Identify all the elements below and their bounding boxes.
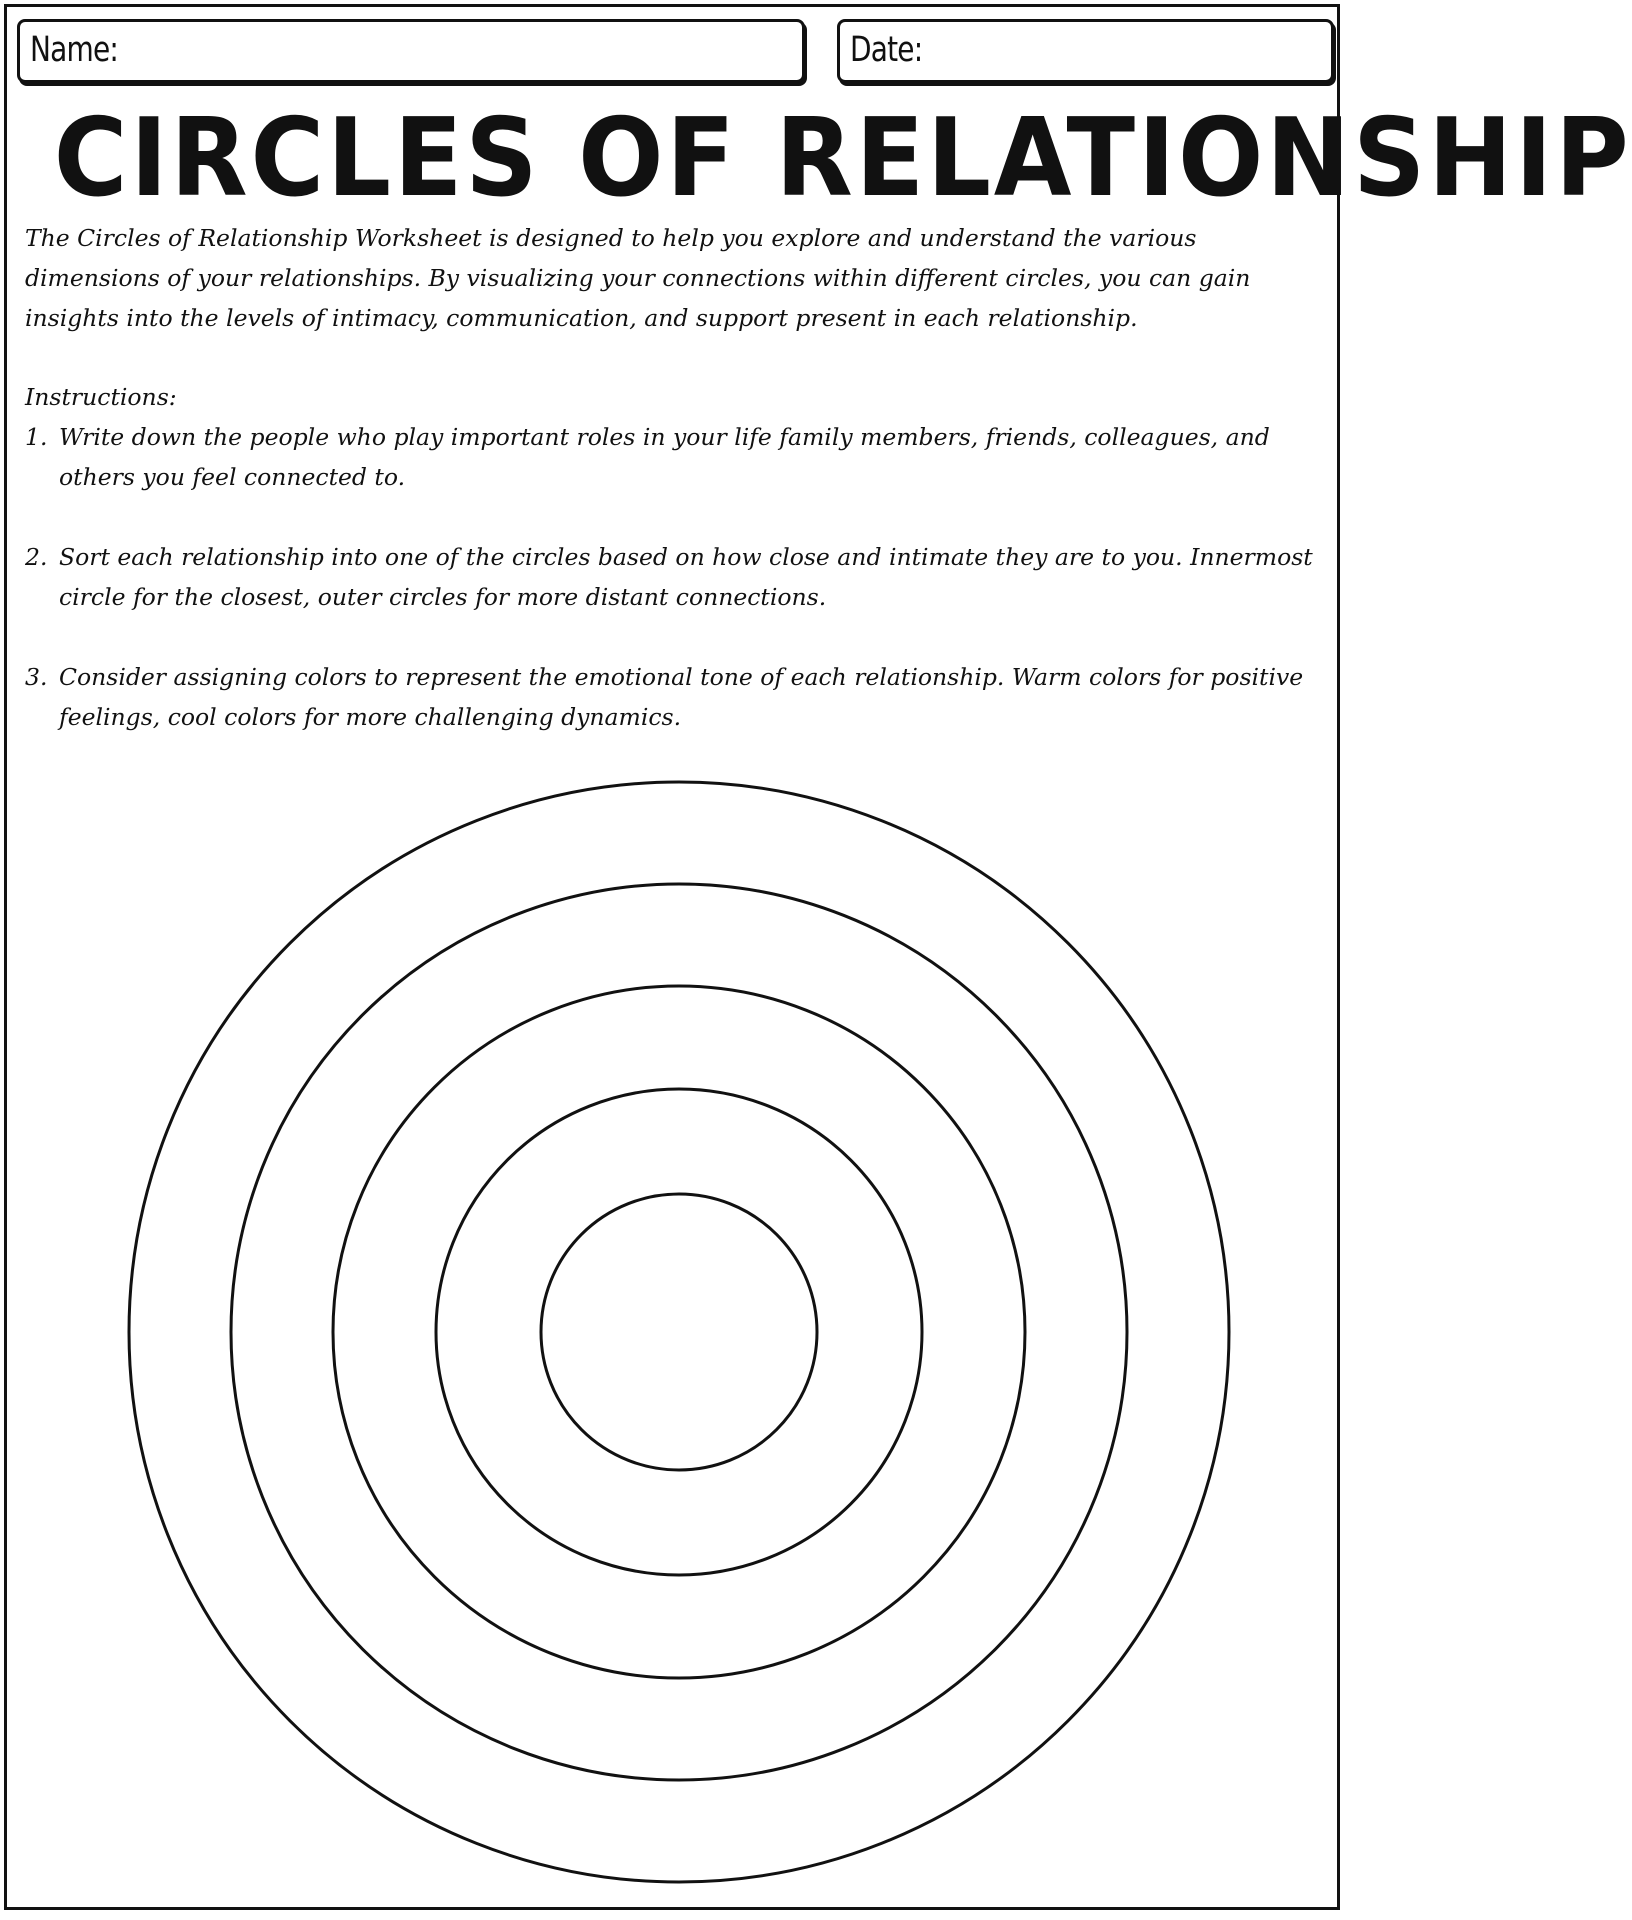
date-label: Date: bbox=[850, 30, 923, 70]
step-1-number: 1. bbox=[25, 423, 48, 451]
instructions-heading: Instructions: bbox=[25, 383, 177, 411]
relationship-circles-diagram bbox=[7, 777, 1343, 1877]
date-field[interactable] bbox=[837, 19, 1334, 83]
instruction-step-1 bbox=[25, 417, 1330, 497]
name-label: Name: bbox=[30, 30, 119, 70]
instruction-step-2 bbox=[25, 537, 1330, 617]
intro-paragraph: The Circles of Relationship Worksheet is designed to help you explore and understand the various dimensions of your relationships. By visualizing your connections within different circles, you can gain insights into the levels of intimacy, communication, and support present in each relationship. bbox=[25, 224, 1251, 332]
step-2-number: 2. bbox=[25, 543, 48, 571]
step-3-text: Consider assigning colors to represent the emotional tone of each relationship. Warm colors for positive feelings, cool colors for more challenging dynamics. bbox=[59, 663, 1304, 731]
worksheet-page bbox=[4, 4, 1632, 1910]
step-2-text: Sort each relationship into one of the circles based on how close and intimate they are to you. Innermost circle for the closest, outer circles for more distant connections. bbox=[59, 543, 1313, 611]
instruction-step-3 bbox=[25, 657, 1330, 737]
worksheet-title: CIRCLES OF RELATIONSHIP bbox=[53, 96, 1632, 221]
step-1-text: Write down the people who play important roles in your life family members, friends, colleagues, and others you feel connected to. bbox=[59, 423, 1270, 491]
name-field[interactable] bbox=[17, 19, 805, 83]
outer-circle-5 bbox=[129, 782, 1229, 1882]
circle-2 bbox=[436, 1089, 922, 1575]
inner-circle-1 bbox=[541, 1194, 817, 1470]
step-3-number: 3. bbox=[25, 663, 48, 691]
circle-4 bbox=[231, 884, 1127, 1780]
